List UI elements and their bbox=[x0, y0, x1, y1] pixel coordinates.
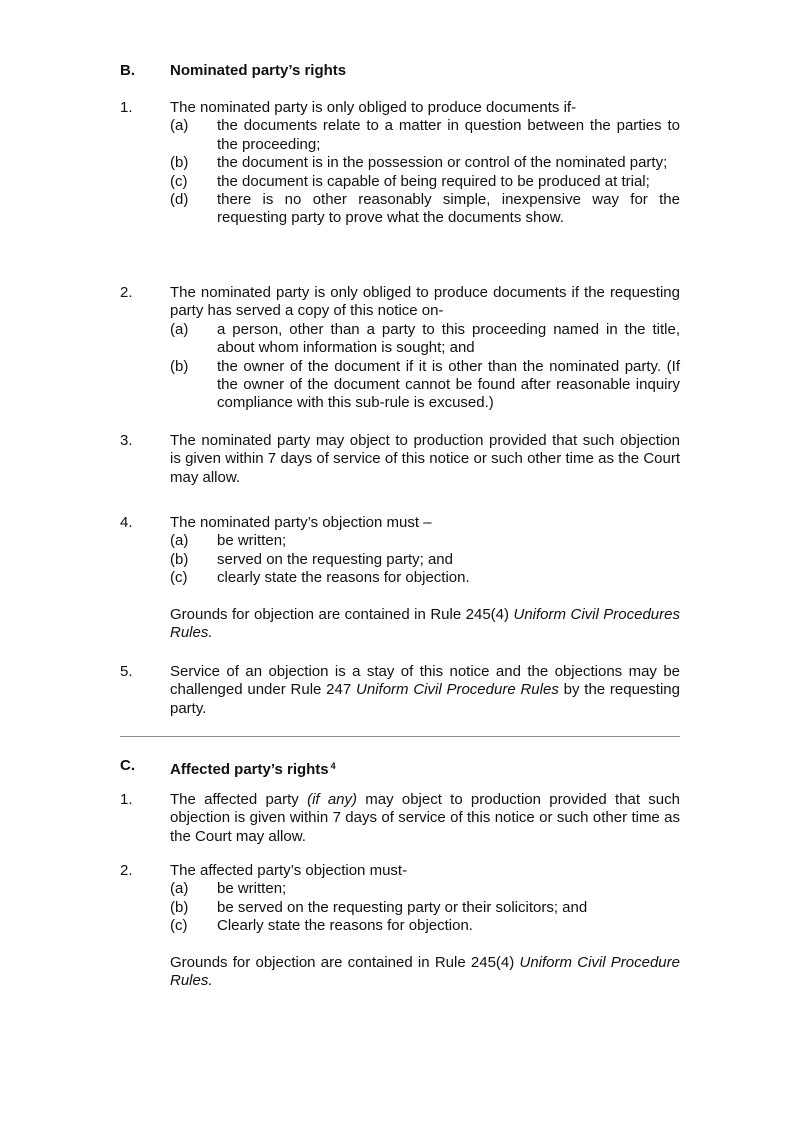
sub-label: (c) bbox=[170, 917, 188, 935]
b-item-4 bbox=[120, 514, 680, 643]
sub-item bbox=[170, 551, 680, 569]
item-text-end: may object to production provided that such objection is given within 7 days of service of this notice or such other time as the Court may allow. bbox=[170, 791, 680, 845]
sub-text: the document is capable of being required to be produced at trial; bbox=[217, 172, 650, 190]
sub-text: Clearly state the reasons for objection. bbox=[217, 917, 473, 935]
sub-text: clearly state the reasons for objection. bbox=[217, 569, 470, 587]
item-number: 3. bbox=[120, 432, 133, 449]
section-b-title: Nominated party’s rights bbox=[170, 62, 347, 79]
sub-label: (b) bbox=[170, 154, 189, 172]
sub-text: the document is in the possession or control of the nominated party; bbox=[217, 154, 668, 172]
item-intro: The nominated party is only obliged to produce documents if the requesting party has served a copy of this notice on- bbox=[170, 284, 680, 320]
sub-text: be written; bbox=[217, 880, 287, 898]
item-intro: The affected party’s objection must- bbox=[170, 862, 408, 879]
item-text bbox=[170, 663, 680, 718]
sub-text: be served on the requesting party or their solicitors; and bbox=[217, 898, 588, 916]
item-number: 1. bbox=[120, 791, 133, 808]
sub-item bbox=[170, 321, 680, 358]
sub-item bbox=[170, 173, 680, 191]
b-item-5 bbox=[120, 663, 680, 718]
b-item-1 bbox=[120, 99, 680, 228]
sub-text: a person, other than a party to this proceeding named in the title, about whom information is sought; and bbox=[217, 320, 680, 357]
sub-text: be written; bbox=[217, 532, 287, 550]
sub-text: the documents relate to a matter in question between the parties to the proceeding; bbox=[217, 117, 680, 153]
sub-label: (c) bbox=[170, 569, 188, 587]
item-intro: The nominated party is only obliged to produce documents if- bbox=[170, 99, 577, 116]
item-number: 2. bbox=[120, 862, 133, 879]
rules-reference: Uniform Civil Procedures Rules. bbox=[170, 606, 680, 642]
sub-label: (b) bbox=[170, 550, 189, 568]
sub-label: (a) bbox=[170, 532, 189, 550]
sub-item bbox=[170, 191, 680, 228]
footnote-marker: 4 bbox=[330, 761, 336, 771]
sub-item bbox=[170, 880, 680, 898]
section-c-title-wrap bbox=[170, 756, 336, 780]
item-number: 1. bbox=[120, 99, 133, 116]
item-text-start: Service of an objection is a stay of this notice and the objections may be challenged under Rule 247 bbox=[170, 663, 680, 699]
sub-text: the owner of the document if it is other than the nominated party. (If the owner of the document cannot be found after reasonable inquiry compliance with this sub-rule is excused.) bbox=[217, 357, 680, 412]
b-item-2 bbox=[120, 284, 680, 413]
sub-label: (a) bbox=[170, 117, 189, 135]
c-item-2 bbox=[120, 862, 680, 991]
grounds-note bbox=[170, 606, 680, 643]
item-text-start: The affected party bbox=[170, 791, 308, 808]
sub-label: (c) bbox=[170, 172, 188, 190]
item-text-end: by the requesting party. bbox=[170, 681, 680, 717]
rules-reference: Uniform Civil Procedure Rules. bbox=[170, 954, 680, 990]
item-number: 5. bbox=[120, 663, 133, 680]
item-text bbox=[170, 791, 680, 846]
sub-item bbox=[170, 899, 680, 917]
sub-item bbox=[170, 117, 680, 154]
sub-item bbox=[170, 154, 680, 172]
sub-item bbox=[170, 569, 680, 587]
note-text: Grounds for objection are contained in Rule 245(4) bbox=[170, 954, 520, 972]
rules-reference: Uniform Civil Procedure Rules bbox=[356, 681, 559, 699]
sub-item bbox=[170, 532, 680, 550]
section-c-letter: C. bbox=[120, 757, 135, 774]
sub-label: (a) bbox=[170, 880, 189, 898]
sub-item bbox=[170, 358, 680, 413]
b-item-3 bbox=[120, 432, 680, 487]
sub-label: (d) bbox=[170, 191, 189, 209]
sub-item bbox=[170, 917, 680, 935]
grounds-note bbox=[170, 954, 680, 991]
section-c-title: Affected party’s rights bbox=[170, 761, 329, 778]
emphasis-text: (if any) bbox=[307, 791, 358, 808]
note-text: Grounds for objection are contained in Rule 245(4) bbox=[170, 606, 514, 624]
sub-label: (b) bbox=[170, 357, 189, 375]
item-number: 4. bbox=[120, 514, 133, 531]
item-intro: The nominated party’s objection must – bbox=[170, 514, 432, 531]
section-b-letter: B. bbox=[120, 62, 135, 79]
item-number: 2. bbox=[120, 284, 133, 301]
sub-label: (b) bbox=[170, 898, 189, 916]
sub-text: there is no other reasonably simple, inexpensive way for the requesting party to prove what the documents show. bbox=[217, 191, 680, 227]
section-divider bbox=[120, 736, 680, 737]
item-text: The nominated party may object to production provided that such objection is given within 7 days of service of this notice or such other time as the Court may allow. bbox=[170, 432, 680, 486]
c-item-1 bbox=[120, 791, 680, 846]
sub-text: served on the requesting party; and bbox=[217, 550, 453, 568]
sub-label: (a) bbox=[170, 320, 189, 338]
